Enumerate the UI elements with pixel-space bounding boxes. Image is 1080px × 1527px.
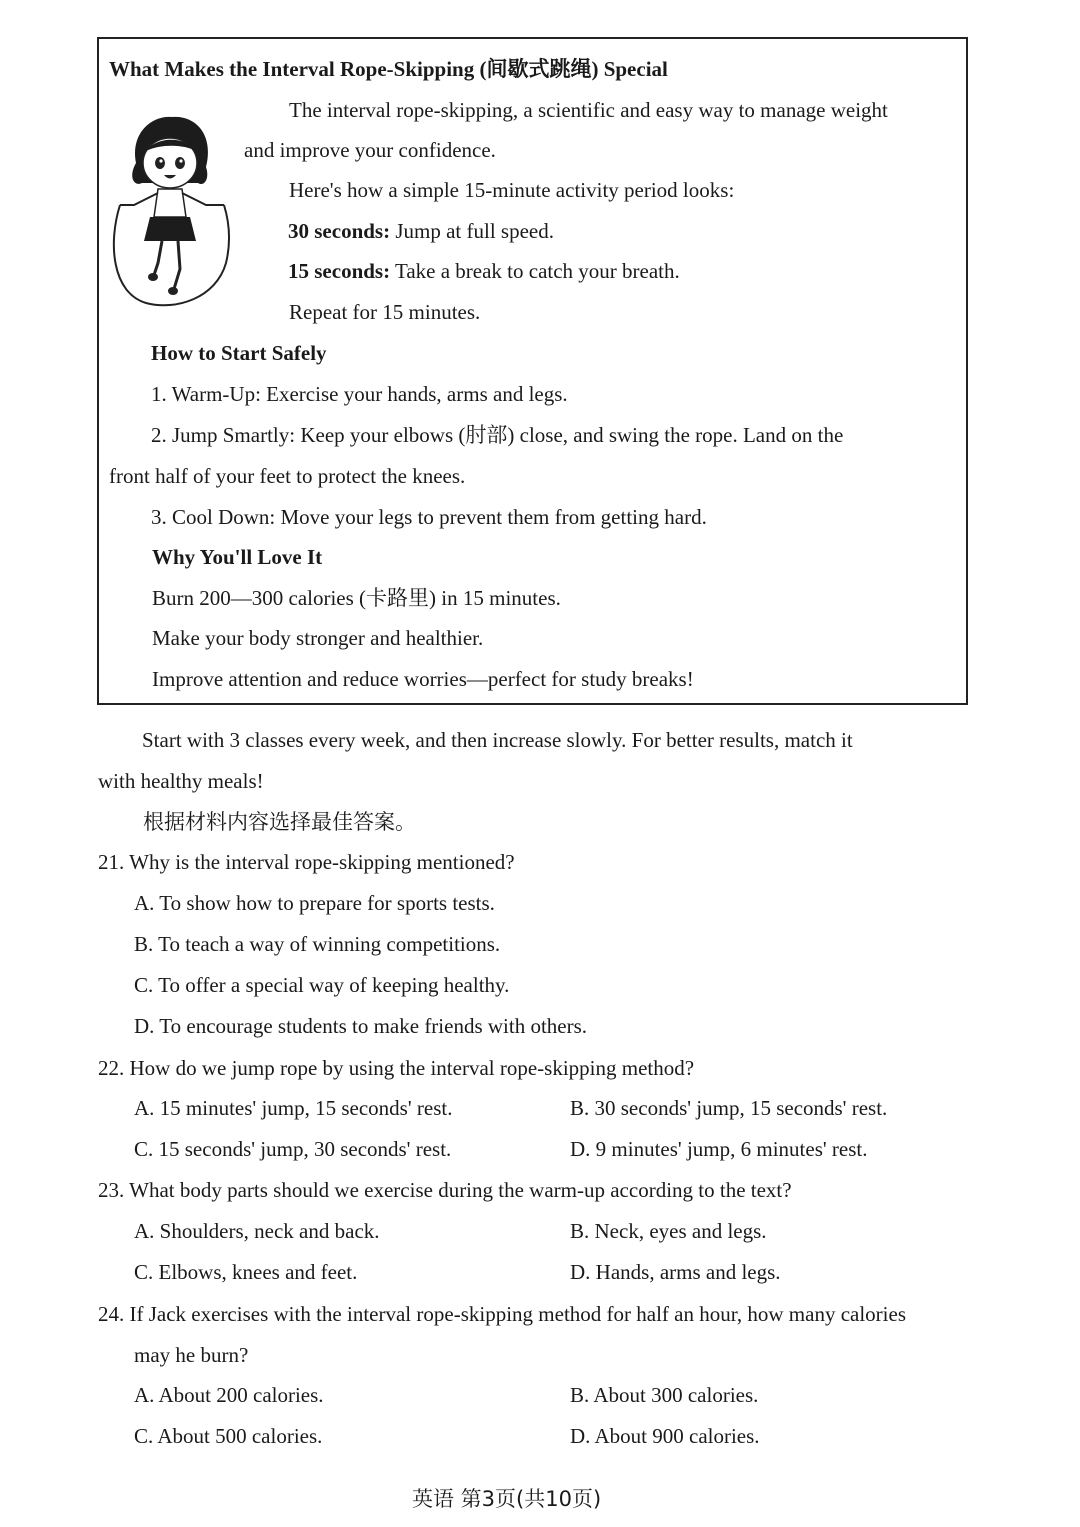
page-footer: 英语 第3页(共10页) [412,1487,602,1511]
question-23-option-a: A. Shoulders, neck and back. [134,1219,380,1243]
question-24-option-d: D. About 900 calories. [570,1424,760,1448]
passage-title: What Makes the Interval Rope-Skipping (间歇式跳绳) Special [109,57,668,81]
step-1-duration: 30 seconds: [288,219,391,243]
question-22-option-b: B. 30 seconds' jump, 15 seconds' rest. [570,1096,888,1120]
question-22-option-c: C. 15 seconds' jump, 30 seconds' rest. [134,1137,452,1161]
question-24-stem-line-1: 24. If Jack exercises with the interval rope-skipping method for half an hour, how many calories [98,1302,906,1326]
safety-step-2-line-2: front half of your feet to protect the knees. [109,464,466,488]
intro-line-1: The interval rope-skipping, a scientific and easy way to manage weight [289,98,888,122]
after-box-line-1: Start with 3 classes every week, and then increase slowly. For better results, match it [142,728,853,752]
safety-step-2-line-1: 2. Jump Smartly: Keep your elbows (肘部) close, and swing the rope. Land on the [151,423,844,447]
step-2-duration: 15 seconds: [288,259,391,283]
step-2 [288,257,680,285]
question-23-option-d: D. Hands, arms and legs. [570,1260,781,1284]
love-item-3: Improve attention and reduce worries—perfect for study breaks! [152,667,694,691]
question-21-option-b: B. To teach a way of winning competitions. [134,932,501,956]
safety-step-3: 3. Cool Down: Move your legs to prevent them from getting hard. [151,505,707,529]
love-item-1: Burn 200—300 calories (卡路里) in 15 minutes. [152,586,561,610]
step-1 [288,217,554,245]
period-intro: Here's how a simple 15-minute activity period looks: [289,178,735,202]
question-24-stem-line-2: may he burn? [134,1343,249,1367]
intro-line-2: and improve your confidence. [244,138,496,162]
question-24-option-b: B. About 300 calories. [570,1383,759,1407]
step-2-text: Take a break to catch your breath. [390,259,680,283]
question-24-option-a: A. About 200 calories. [134,1383,324,1407]
question-22-option-d: D. 9 minutes' jump, 6 minutes' rest. [570,1137,868,1161]
question-23-stem: 23. What body parts should we exercise during the warm-up according to the text? [98,1178,792,1202]
instruction: 根据材料内容选择最佳答案。 [143,810,416,834]
question-21-option-d: D. To encourage students to make friends with others. [134,1014,588,1038]
after-box-line-2: with healthy meals! [98,769,264,793]
repeat-line: Repeat for 15 minutes. [289,300,481,324]
question-23-option-c: C. Elbows, knees and feet. [134,1260,358,1284]
question-22-stem: 22. How do we jump rope by using the interval rope-skipping method? [98,1056,695,1080]
safety-step-1: 1. Warm-Up: Exercise your hands, arms and legs. [151,382,568,406]
love-item-2: Make your body stronger and healthier. [152,626,484,650]
question-24-option-c: C. About 500 calories. [134,1424,323,1448]
question-21-option-c: C. To offer a special way of keeping healthy. [134,973,510,997]
girl-skipping-rope-illustration [106,113,234,309]
question-22-option-a: A. 15 minutes' jump, 15 seconds' rest. [134,1096,453,1120]
step-1-text: Jump at full speed. [390,219,554,243]
question-21-stem: 21. Why is the interval rope-skipping mentioned? [98,850,515,874]
question-21-option-a: A. To show how to prepare for sports tests. [134,891,495,915]
heading-start-safely: How to Start Safely [151,341,327,365]
heading-why-love: Why You'll Love It [152,545,323,569]
question-23-option-b: B. Neck, eyes and legs. [570,1219,767,1243]
